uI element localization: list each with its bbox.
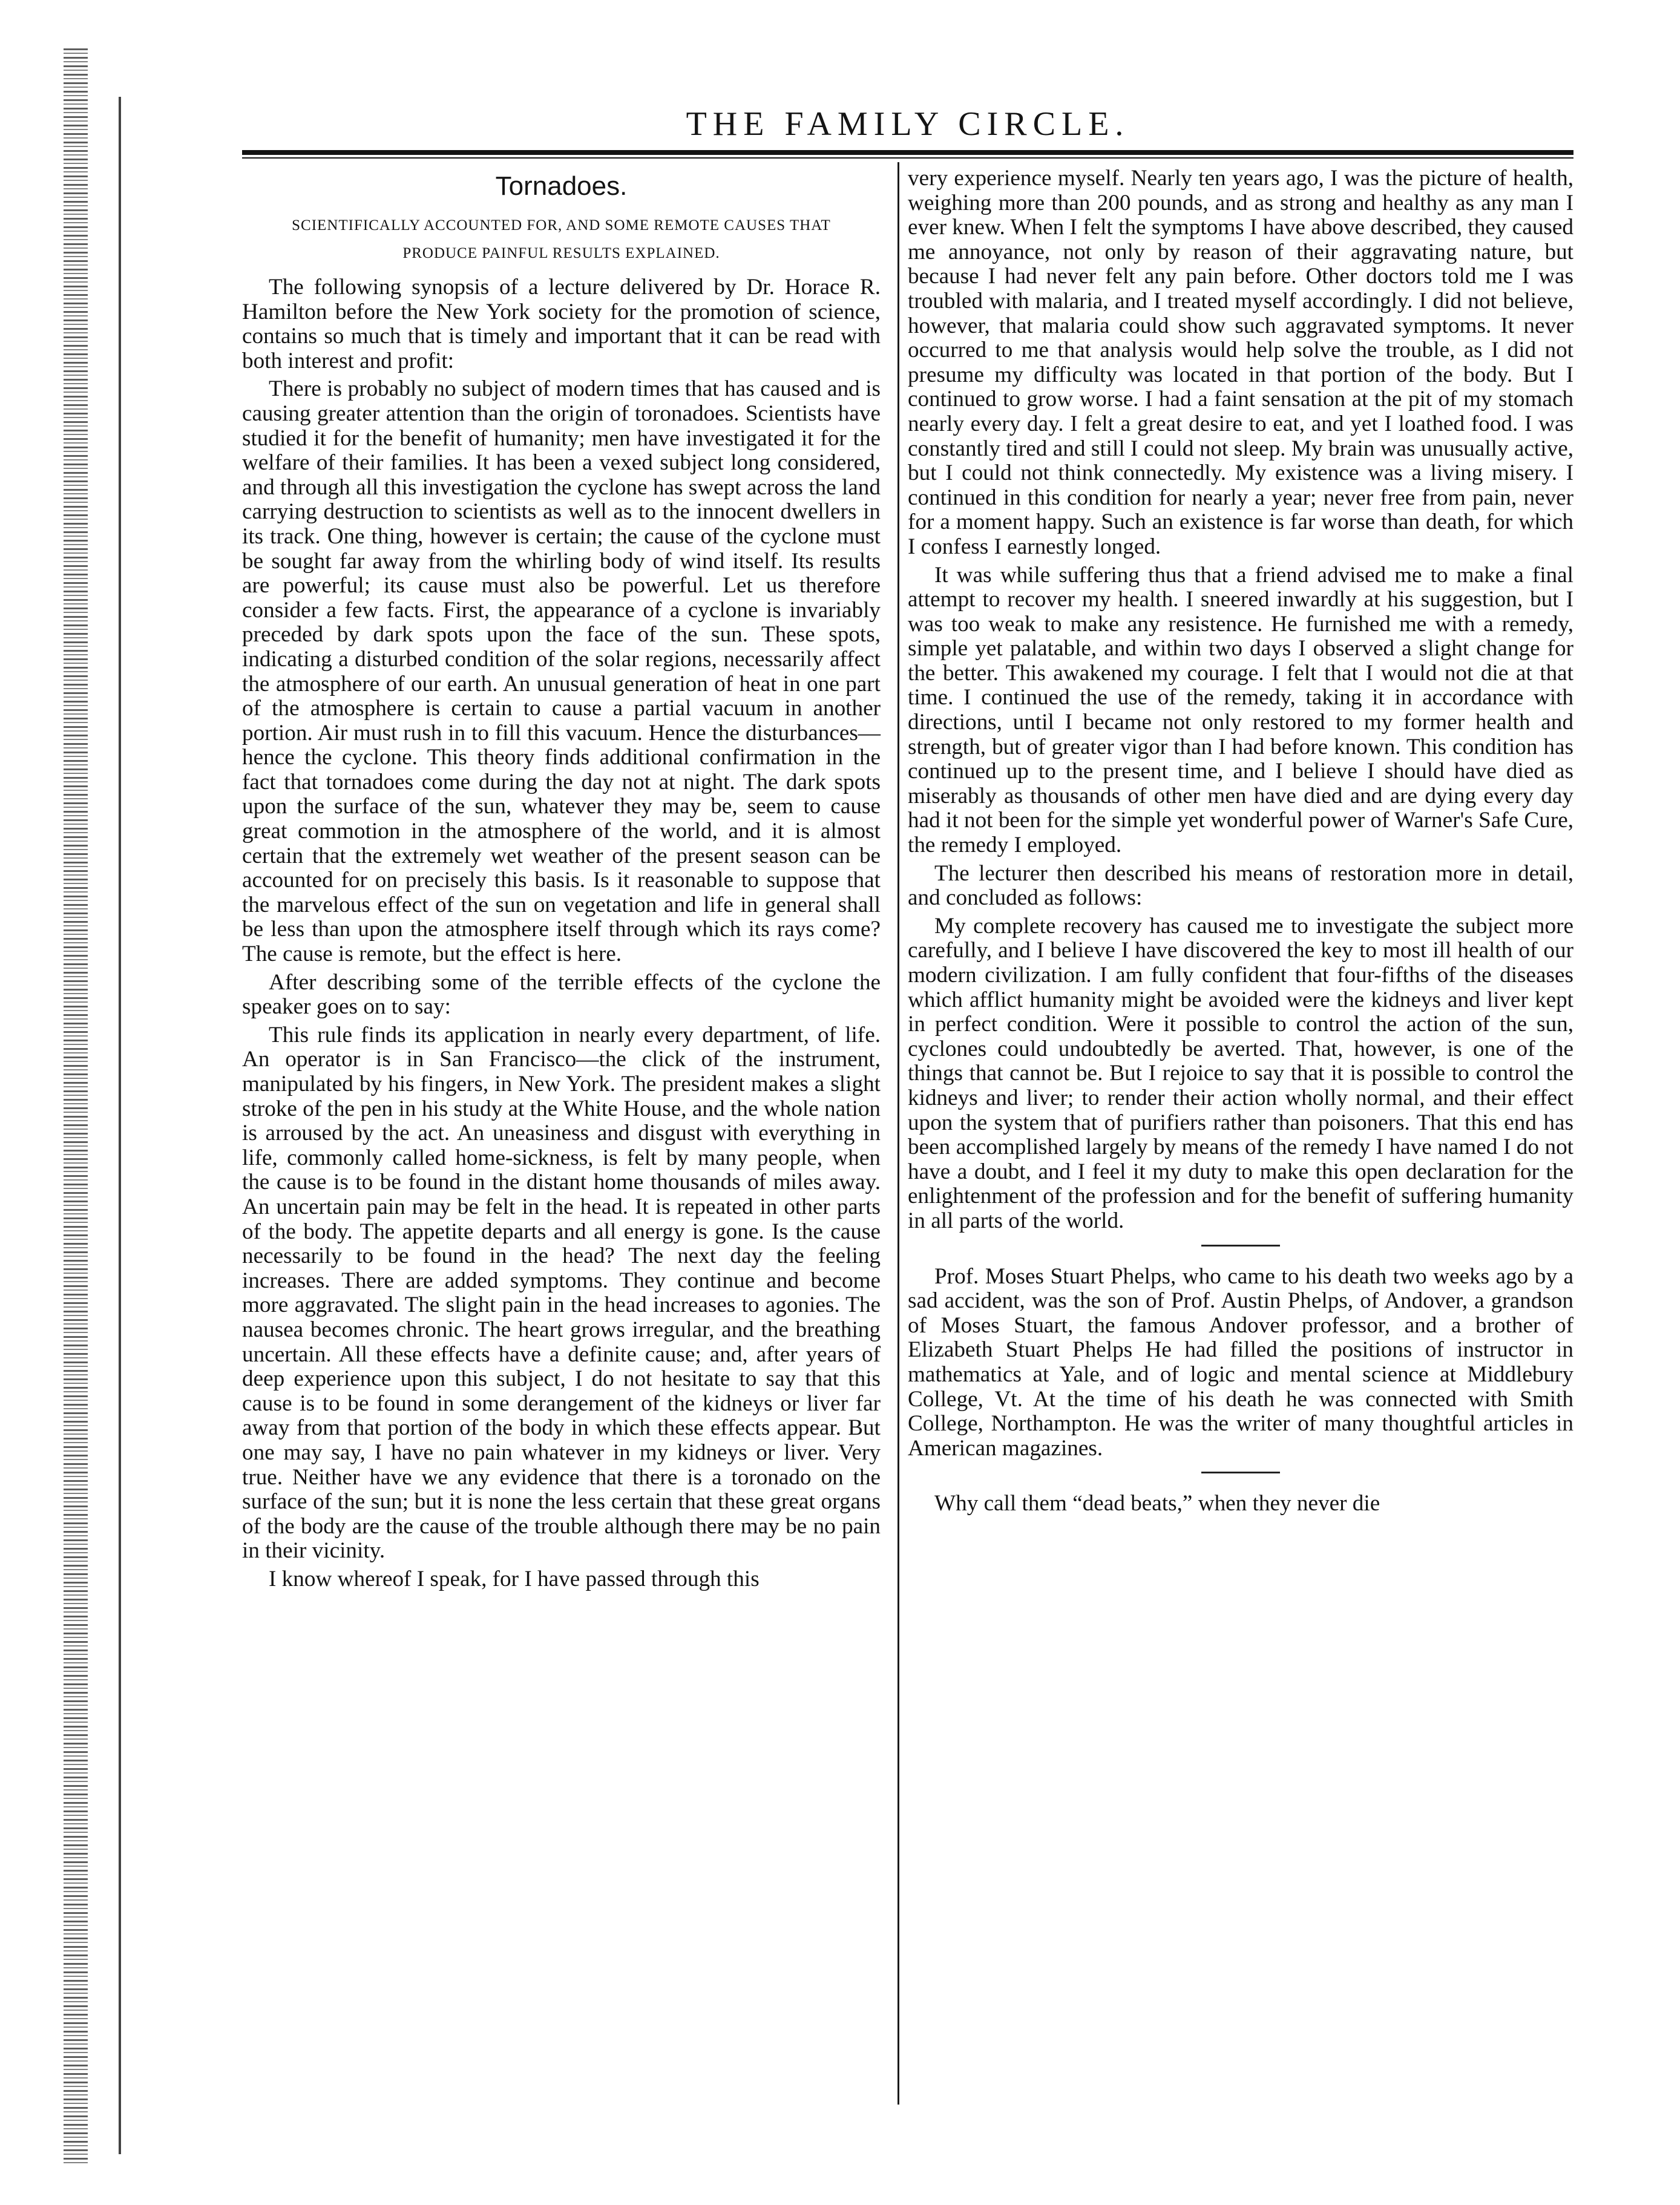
section-divider [1201,1472,1280,1473]
right-column [908,166,1573,1520]
masthead-rule-thin [242,157,1573,159]
article-paragraph: The lecturer then described his means of restoration more in detail, and concluded as follows: [908,860,1573,911]
news-paragraph: Prof. Moses Stuart Phelps, who came to his death two weeks ago by a sad accident, was the son of Prof. Austin Phelps, of Andover, a grandson of Moses Stuart, the famous Andover professor, and a brother of Elizabeth Stuart Phelps He had filled the positions of instructor in mathematics at Yale, and of logic and mental science at Middlebury College, Vt. At the time of his death he was connected with Smith College, Northampton. He was the writer of many thoughtful articles in American magazines. [908,1263,1573,1461]
article-subhead-line1: SCIENTIFICALLY ACCOUNTED FOR, AND SOME REMOTE CAUSES THAT [292,217,831,234]
article-title: Tornadoes. [495,171,628,201]
article-paragraph: My complete recovery has caused me to investigate the subject more carefully, and I believe I have discovered the key to most ill health of our modern civilization. I am fully confident that four-fifths of the diseases which afflict humanity might be avoided were the kidneys and liver kept in perfect condition. Were it possible to control the action of the sun, cyclones could undoubtedly be averted. That, however, is one of the things that cannot be. But I rejoice to say that it is possible to control the kidneys and liver; to render their action wholly normal, and their effect upon the system that of purifiers rather than poisoners. That this end has been accomplished largely by means of the remedy I have named I do not have a doubt, and I feel it my duty to make this open declaration for the enlightenment of the profession and for the benefit of suffering humanity in all parts of the world. [908,913,1573,1233]
article-subhead-line2: PRODUCE PAINFUL RESULTS EXPLAINED. [402,245,720,261]
binding-edge [64,48,88,2166]
column-divider [897,162,899,2105]
article-paragraph: There is probably no subject of modern times that has caused and is causing greater attention than the origin of toronadoes. Scientists have studied it for the benefit of humanity; men have investigated it for the welfare of their families. It has been a vexed subject long considered, and through all this investigation the cyclone has swept across the land carrying destruction to scientists as well as to the innocent dwellers in its track. One thing, however is certain; the cause of the cyclone must be sought far away from the whirling body of wind itself. Its results are powerful; its cause must also be powerful. Let us therefore consider a few facts. First, the appearance of a cyclone is invariably preceded by dark spots upon the face of the sun. These spots, indicating a disturbed condition of the solar regions, necessarily affect the atmosphere of our earth. An unusual generation of heat in one part of the atmosphere is certain to cause a partial vacuum in another portion. Air must rush in to fill this vacuum. Hence the disturbances—hence the cyclone. This theory finds additional confirmation in the fact that tornadoes come during the day not at night. The dark spots upon the surface of the sun, whatever they may be, seem to cause great commotion in the atmosphere of the world, and it is almost certain that the extremely wet weather of the present season can be accounted for on precisely this basis. Is it reasonable to suppose that the marvelous effect of the sun on vegetation and life in general shall be less than upon the atmosphere itself through which its rays come? The cause is remote, but the effect is here. [242,376,881,967]
section-divider [1201,1245,1280,1247]
article-paragraph: very experience myself. Nearly ten years ago, I was the picture of health, weighing more than 200 pounds, and as strong and healthy as any man I ever knew. When I felt the symptoms I have above described, they caused me annoyance, not only by reason of their aggravating nature, but because I had never felt any pain before. Other doctors told me I was troubled with malaria, and I treated myself accordingly. I did not believe, however, that malaria could show such aggravated symptoms. It never occurred to me that analysis would help solve the trouble, as I did not presume my difficulty was located in that portion of the body. But I continued to grow worse. I had a faint sensation at the pit of my stomach nearly every day. I felt a great desire to eat, and yet I loathed food. I was constantly tired and still I could not sleep. My brain was unusually active, but I could not think connectedly. My existence was a living misery. I continued in this condition for nearly a year; never free from pain, never for a moment happy. Such an existence is far worse than death, for which I confess I earnestly longed. [908,166,1573,559]
article-paragraph: This rule finds its application in nearly every department, of life. An operator is in San Francisco—the click of the instrument, manipulated by his fingers, in New York. The president makes a slight stroke of the pen in his study at the White House, and the whole nation is arroused by the act. An uneasiness and disgust with everything in life, commonly called home-sickness, is felt by many people, when the cause is to be found in the distant home thousands of miles away. An uncertain pain may be felt in the head. It is repeated in other parts of the body. The appetite departs and all energy is gone. Is the cause necessarily to be found in the head? The next day the feeling increases. There are added symptoms. They continue and become more aggravated. The slight pain in the head increases to agonies. The nausea becomes chronic. The heart grows irregular, and the breathing uncertain. All these effects have a definite cause; and, after years of deep experience upon this subject, I do not hesitate to say that this cause is to be found in some derangement of the kidneys or liver far away from that portion of the body in which these effects appear. But one may say, I have no pain whatever in my kidneys or liver. Very true. Neither have we any evidence that there is a toronado on the surface of the sun; but it is none the less certain that these great organs of the body are the cause of the trouble although there may be no pain in their vicinity. [242,1022,881,1564]
article-paragraph: The following synopsis of a lecture delivered by Dr. Horace R. Hamilton before the New York society for the promotion of science, contains so much that is timely and important that it can be read with both interest and profit: [242,275,881,373]
masthead: THE FAMILY CIRCLE. [686,105,1130,143]
news-paragraph: Why call them “dead beats,” when they never die [934,1491,1380,1516]
masthead-rule-thick [242,150,1573,155]
left-column [242,166,881,1595]
article-paragraph: After describing some of the terrible effects of the cyclone the speaker goes on to say: [242,969,881,1020]
binding-rule [119,97,121,2154]
article-paragraph: It was while suffering thus that a friend advised me to make a final attempt to recover my health. I sneered inwardly at his suggestion, but I was too weak to make any resistence. He furnished me with a remedy, simple yet palatable, and within two days I observed a slight change for the better. This awakened my courage. I felt that I would not die at that time. I continued the use of the remedy, taking it in accordance with directions, until I became not only restored to my former health and strength, but of greater vigor than I had before known. This condition has continued up to the present time, and I believe I should have died as miserably as thousands of other men have died and are dying every day had it not been for the simple yet wonderful power of Warner's Safe Cure, the remedy I employed. [908,562,1573,858]
article-paragraph: I know whereof I speak, for I have passed through this [269,1566,760,1591]
